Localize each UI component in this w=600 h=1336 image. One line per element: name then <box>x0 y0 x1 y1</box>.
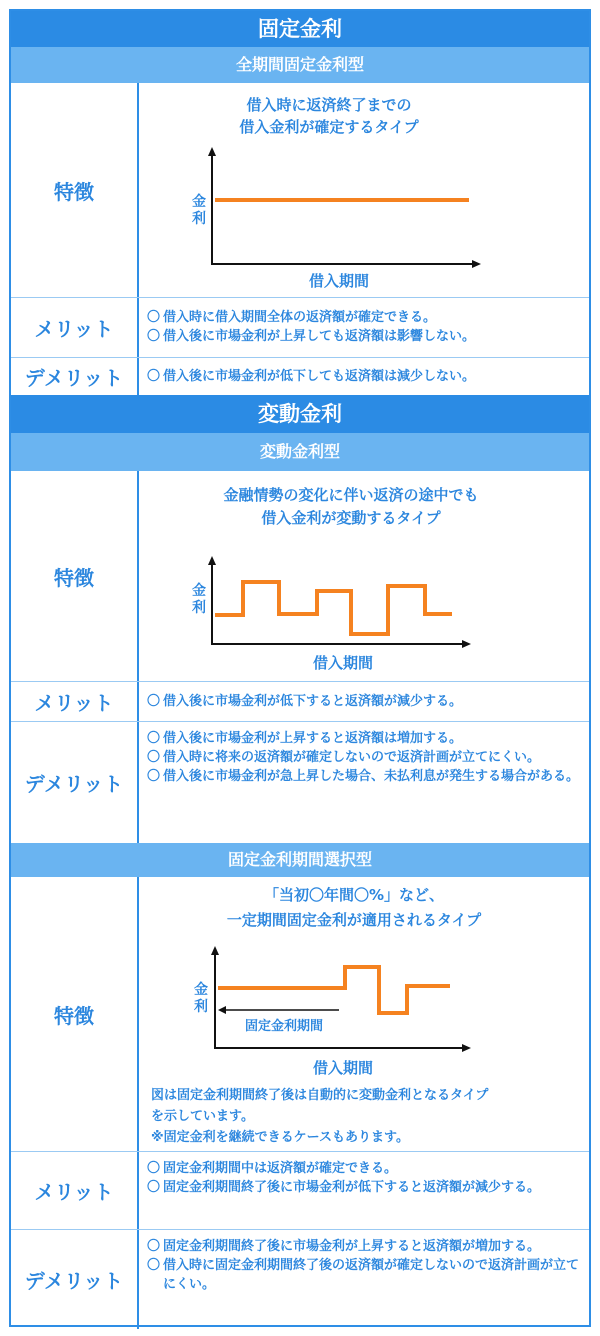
y-axis-label-2: 利 <box>194 999 208 1015</box>
fixed-period-label: 固定金利期間 <box>244 1019 324 1034</box>
y-axis-label-1: 金 <box>194 982 208 998</box>
select-rate-chart <box>139 877 589 1077</box>
variable-rate-chart <box>139 471 589 681</box>
variable-demerit-1: 〇 借入後に市場金利が上昇すると返済額は増加する。 <box>147 731 463 746</box>
select-merit-2: 〇 固定金利期間終了後に市場金利が低下すると返済額が減少する。 <box>147 1180 541 1195</box>
fixed-rate-header: 固定金利 <box>11 11 589 47</box>
chart-caption-line2: 借入金利が確定するタイプ <box>239 118 419 136</box>
select-demerit-1: 〇 固定金利期間終了後に市場金利が上昇すると返済額が増加する。 <box>147 1239 541 1254</box>
y-axis-arrow <box>211 946 219 955</box>
variable-merit-cell <box>139 682 589 721</box>
fixed-demerit-row <box>11 357 589 395</box>
variable-merit-row <box>11 681 589 721</box>
x-axis-label: 借入期間 <box>312 1059 374 1077</box>
select-feature-cell <box>139 877 589 1151</box>
variable-rate-line <box>215 582 452 634</box>
select-type-header: 固定金利期間選択型 <box>11 843 589 877</box>
select-demerit-cell <box>139 1230 589 1329</box>
fixed-feature-cell <box>139 83 589 297</box>
select-feature-note <box>151 1085 583 1148</box>
variable-demerit-2: 〇 借入時に将来の返済額が確定しないので返済計画が立てにくい。 <box>147 750 541 765</box>
note-line-2: を示しています。 <box>151 1109 254 1124</box>
y-axis-label-2: 利 <box>192 211 206 227</box>
y-axis-label-2: 利 <box>192 600 206 616</box>
variable-demerit-cell <box>139 722 589 843</box>
select-rate-line <box>218 967 450 1013</box>
merit-label: メリット <box>11 682 139 721</box>
select-demerit-row <box>11 1229 589 1329</box>
fixed-merit-cell <box>139 298 589 357</box>
y-axis-arrow <box>208 147 216 156</box>
fixed-merit-row <box>11 297 589 357</box>
chart-caption-line1: 「当初〇年間〇%」など、 <box>263 886 445 904</box>
chart-caption-line1: 金融情勢の変化に伴い返済の途中でも <box>223 486 479 504</box>
demerit-label: デメリット <box>11 1230 139 1329</box>
feature-label: 特徴 <box>11 877 139 1151</box>
merit-label: メリット <box>11 1152 139 1229</box>
interest-rate-comparison-table <box>9 9 591 1327</box>
variable-feature-row <box>11 471 589 681</box>
select-merit-1: 〇 固定金利期間中は返済額が確定できる。 <box>147 1161 398 1176</box>
fixed-period-arrow-head <box>218 1006 226 1014</box>
x-axis-label: 借入期間 <box>308 272 370 290</box>
demerit-label: デメリット <box>11 358 139 395</box>
chart-caption-line2: 借入金利が変動するタイプ <box>261 509 441 527</box>
chart-caption-line2: 一定期間固定金利が適用されるタイプ <box>226 911 482 929</box>
select-demerit-2: 〇 借入時に固定金利期間終了後の返済額が確定しないので返済計画が立てにくい。 <box>147 1258 580 1292</box>
variable-merit-1: 〇 借入後に市場金利が低下すると返済額が減少する。 <box>147 694 463 709</box>
feature-label: 特徴 <box>11 83 139 297</box>
y-axis-label-1: 金 <box>192 583 206 599</box>
fixed-merit-1: 〇 借入時に借入期間全体の返済額が確定できる。 <box>147 310 437 325</box>
fixed-demerit-cell <box>139 358 589 395</box>
x-axis-label: 借入期間 <box>312 654 374 672</box>
y-axis-label-1: 金 <box>192 194 206 210</box>
variable-feature-cell <box>139 471 589 681</box>
note-line-3: ※固定金利を継続できるケースもあります。 <box>151 1130 409 1145</box>
select-feature-row <box>11 877 589 1151</box>
y-axis-arrow <box>208 556 216 565</box>
variable-rate-header: 変動金利 <box>11 395 589 433</box>
fixed-demerit-1: 〇 借入後に市場金利が低下しても返済額は減少しない。 <box>147 369 476 384</box>
variable-demerit-3: 〇 借入後に市場金利が急上昇した場合、未払利息が発生する場合がある。 <box>147 769 580 784</box>
fixed-rate-chart <box>139 83 589 297</box>
x-axis-arrow <box>472 260 481 268</box>
x-axis-arrow <box>462 640 471 648</box>
note-line-1: 図は固定金利期間終了後は自動的に変動金利となるタイプ <box>151 1088 489 1103</box>
x-axis-arrow <box>462 1044 471 1052</box>
feature-label: 特徴 <box>11 471 139 681</box>
demerit-label: デメリット <box>11 722 139 843</box>
variable-demerit-row <box>11 721 589 843</box>
merit-label: メリット <box>11 298 139 357</box>
variable-type-header: 変動金利型 <box>11 433 589 471</box>
select-merit-row <box>11 1151 589 1229</box>
fixed-merit-2: 〇 借入後に市場金利が上昇しても返済額は影響しない。 <box>147 329 476 344</box>
fixed-feature-row <box>11 83 589 297</box>
select-merit-cell <box>139 1152 589 1229</box>
fixed-type-header: 全期間固定金利型 <box>11 47 589 83</box>
chart-caption-line1: 借入時に返済終了までの <box>246 96 412 114</box>
